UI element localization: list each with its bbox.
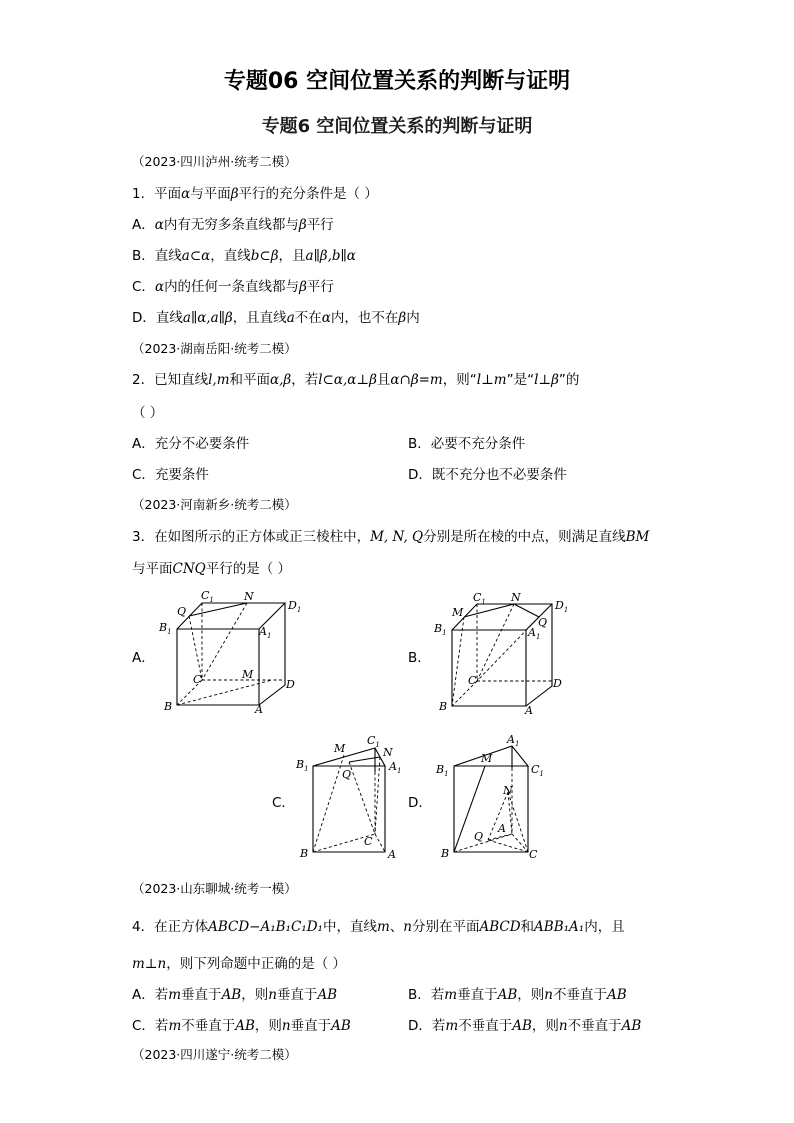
svg-text:B1: $B_1$ — [296, 758, 309, 773]
svg-text:M: M — [481, 752, 493, 765]
q3-stem-line1: 3．在如图所示的正方体或正三棱柱中，M, N, Q分别是所在棱的中点，则满足直线BM — [132, 529, 650, 545]
svg-text:Q: Q — [538, 616, 548, 629]
q3-source: （2023·河南新乡·统考二模） — [132, 497, 297, 512]
svg-text:A1: $A_1$ — [528, 626, 541, 641]
svg-text:C: C — [364, 835, 373, 848]
q4-option-b: B．若m垂直于AB，则n不垂直于AB — [408, 987, 627, 1003]
page-title: 专题06 空间位置关系的判断与证明 — [223, 69, 571, 94]
svg-text:N: N — [244, 590, 254, 603]
svg-text:C1: $C_1$ — [367, 734, 380, 749]
svg-text:C1: $C_1$ — [473, 591, 486, 606]
q4-option-d: D．若m不垂直于AB，则n不垂直于AB — [408, 1018, 642, 1034]
svg-text:B1: $B_1$ — [434, 622, 447, 637]
q1-option-c: C．α内的任何一条直线都与β平行 — [132, 279, 334, 295]
svg-text:A: A — [388, 848, 396, 861]
q4-stem-line1: 4．在正方体ABCD−A₁B₁C₁D₁中，直线m、n分别在平面ABCD和ABB₁A₁内，且 — [132, 919, 625, 935]
q1-option-d: D．直线a∥α,a∥β，且直线a不在α内，也不在β内 — [132, 310, 420, 326]
svg-text:C1: $C_1$ — [201, 589, 214, 604]
svg-text:N: N — [511, 591, 521, 604]
q1-option-a: A．α内有无穷多条直线都与β平行 — [132, 217, 334, 233]
q4-option-c: C．若m不垂直于AB，则n垂直于AB — [132, 1018, 351, 1034]
svg-text:M: M — [242, 668, 254, 681]
svg-text:A: A — [525, 704, 533, 717]
svg-text:N: N — [383, 746, 393, 759]
q4-option-a: A．若m垂直于AB，则n垂直于AB — [132, 987, 338, 1003]
q3-fig-label-a: A． — [132, 650, 155, 666]
svg-text:A1: $A_1$ — [259, 625, 272, 640]
svg-text:M: M — [334, 742, 346, 755]
svg-text:M: M — [452, 606, 464, 619]
q3-fig-label-c: C． — [272, 795, 295, 811]
q4-stem-line2: m⊥n，则下列命题中正确的是（ ） — [132, 956, 346, 972]
svg-text:B: B — [439, 700, 448, 713]
q2-option-d: D．既不充分也不必要条件 — [408, 467, 567, 483]
svg-text:N: N — [503, 784, 513, 797]
svg-text:A1: $A_1$ — [507, 733, 520, 748]
q3-figure-d-prism — [430, 732, 560, 862]
q3-fig-label-b: B． — [408, 650, 431, 666]
svg-text:C: C — [468, 674, 477, 687]
q2-option-c: C．充要条件 — [132, 467, 209, 483]
svg-text:Q: Q — [342, 768, 352, 781]
svg-text:A: A — [498, 822, 506, 835]
page-subtitle: 专题6 空间位置关系的判断与证明 — [261, 116, 533, 137]
q5-source: （2023·四川遂宁·统考二模） — [132, 1047, 297, 1062]
q2-option-b: B．必要不充分条件 — [408, 436, 526, 452]
svg-text:B: B — [441, 847, 450, 860]
q3-figure-a-cube — [155, 585, 305, 715]
q4-source: （2023·山东聊城·统考一模） — [132, 881, 297, 896]
svg-text:A: A — [255, 703, 263, 716]
q3-figure-b-cube — [430, 588, 580, 718]
svg-text:Q: Q — [177, 605, 187, 618]
svg-text:D1: $D_1$ — [288, 599, 302, 614]
q3-stem-line2: 与平面CNQ平行的是（ ） — [132, 561, 292, 577]
svg-text:D: D — [553, 677, 562, 690]
q1-option-b: B．直线a⊂α，直线b⊂β，且a∥β,b∥α — [132, 248, 356, 264]
svg-text:C1: $C_1$ — [531, 763, 544, 778]
svg-text:D1: $D_1$ — [555, 599, 569, 614]
svg-text:B: B — [300, 847, 309, 860]
q3-fig-label-d: D． — [408, 795, 432, 811]
q1-source: （2023·四川泸州·统考二模） — [132, 154, 297, 169]
svg-text:C: C — [193, 673, 202, 686]
svg-text:B1: $B_1$ — [436, 763, 449, 778]
q2-source: （2023·湖南岳阳·统考二模） — [132, 341, 297, 356]
svg-text:B1: $B_1$ — [159, 621, 172, 636]
svg-text:Q: Q — [474, 830, 484, 843]
q3-figure-c-prism — [293, 732, 413, 862]
svg-text:C: C — [529, 848, 538, 861]
q2-stem: 2．已知直线l,m和平面α,β，若l⊂α,α⊥β且α∩β=m，则“l⊥m”是“l⊥β”的 — [132, 372, 580, 388]
svg-text:B: B — [164, 700, 173, 713]
q2-option-a: A．充分不必要条件 — [132, 436, 250, 452]
q1-stem: 1．平面α与平面β平行的充分条件是（ ） — [132, 186, 378, 202]
svg-text:A1: $A_1$ — [389, 760, 402, 775]
q2-answer-paren: （ ） — [132, 405, 164, 421]
svg-text:D: D — [286, 678, 295, 691]
